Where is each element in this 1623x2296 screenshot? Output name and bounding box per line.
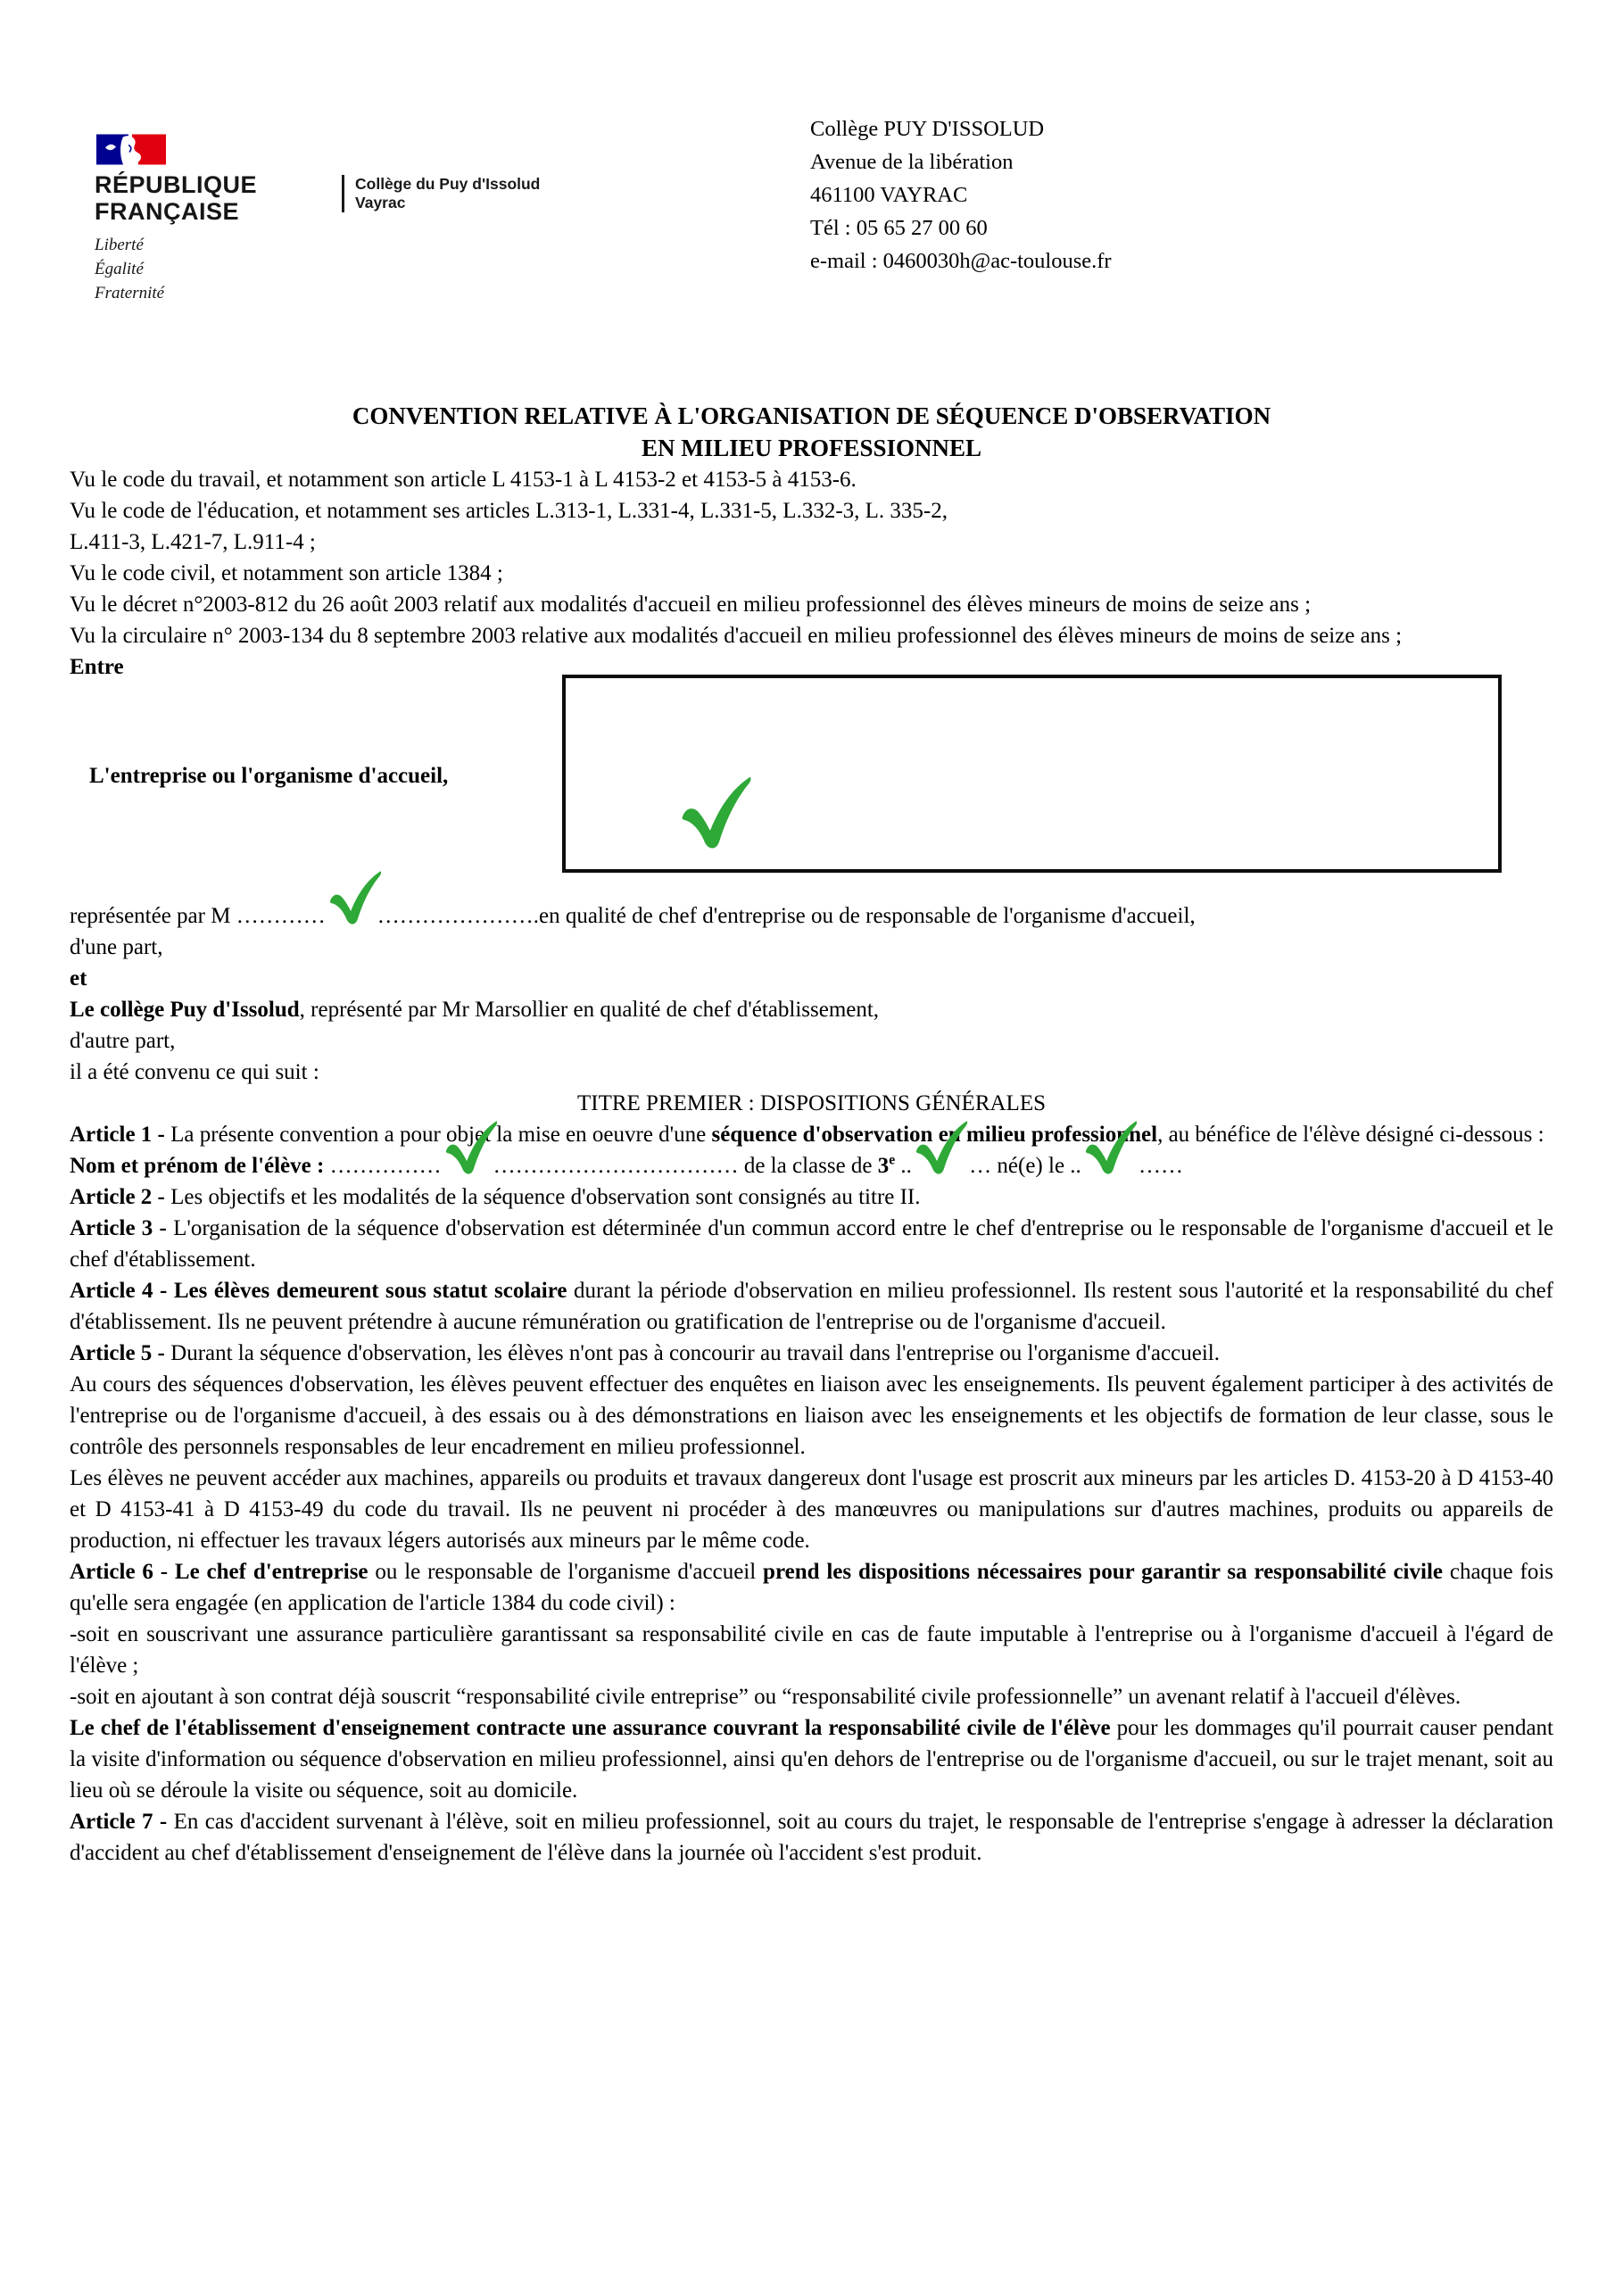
company-info-box (562, 675, 1502, 873)
contact-street: Avenue de la libération (810, 150, 1014, 174)
motto-egalite: Égalité (95, 260, 144, 278)
green-check-icon (442, 1171, 493, 1173)
green-check-icon (676, 773, 753, 855)
contact-phone: Tél : 05 65 27 00 60 (810, 216, 988, 240)
green-check-icon (912, 1171, 964, 1173)
representee-line: représentée par M ………… ………………….en qualité de chef d'entreprise ou de responsable de l'organisme d'accueil, (70, 900, 1553, 932)
school-tag-name: Collège du Puy d'Issolud (355, 175, 541, 193)
titre-premier-heading: TITRE PREMIER : DISPOSITIONS GÉNÉRALES (576, 1091, 1046, 1115)
francaise-line: FRANÇAISE (95, 198, 240, 225)
motto (95, 233, 257, 305)
contact-school-name: Collège PUY D'ISSOLUD (810, 117, 1045, 141)
preamble-line-4: Vu le code civil, et notamment son article 1384 ; (70, 561, 503, 585)
dune-part-line: d'une part, (70, 935, 163, 959)
school-insurance-paragraph: Le chef de l'établissement d'enseignement contracte une assurance couvrant la responsabilité civile de l'élève pour les dommages qu'il pourrait causer pendant la visite d'information ou séquence d'observation en milieu professionnel, ainsi qu'en dehors de l'entreprise ou de l'organisme d'accueil, ou sur le trajet menant, soit au lieu où se déroule la visite ou séquence, soit au domicile. (70, 1716, 1553, 1803)
document-body (70, 400, 1553, 1869)
french-republic-logo (95, 134, 257, 305)
dautre-part-line: d'autre part, (70, 1029, 176, 1053)
machines-restriction-paragraph: Les élèves ne peuvent accéder aux machines, appareils ou produits et travaux dangereux dont l'usage est proscrit aux mineurs par les articles D. 4153-20 à D 4153-40 et D 4153-41 à D 4153-49 du code du travail. Ils ne peuvent ni procéder à des manœuvres ou manipulations sur d'autres machines, produits ou appareils de production, ni effectuer les travaux légers autorisés aux mineurs par le même code. (70, 1466, 1553, 1553)
school-contact-block (810, 112, 1112, 278)
school-logo-tag (342, 175, 540, 212)
article-7-paragraph: Article 7 - En cas d'accident survenant à l'élève, soit en milieu professionnel, soit au cours du trajet, le responsable de l'entreprise s'engage à adresser la déclaration d'accident au chef d'établissement d'enseignement de l'élève dans la journée où l'accident s'est produit. (70, 1810, 1553, 1865)
company-section (70, 683, 1553, 900)
contact-email: e-mail : 0460030h@ac-toulouse.fr (810, 249, 1112, 273)
marianne-flag-icon (96, 134, 166, 165)
school-tag-city: Vayrac (355, 194, 406, 211)
preamble-line-3: L.411-3, L.421-7, L.911-4 ; (70, 530, 316, 554)
preamble-line-1: Vu le code du travail, et notamment son article L 4153-1 à L 4153-2 et 4153-5 à 4153-6. (70, 468, 857, 492)
grade-value: 3e (877, 1152, 896, 1178)
article-6-paragraph: Article 6 - Le chef d'entreprise ou le responsable de l'organisme d'accueil prend les dispositions nécessaires pour garantir sa responsabilité civile chaque fois qu'elle sera engagée (en application de l'article 1384 du code civil) : (70, 1560, 1553, 1615)
convenu-line: il a été convenu ce qui suit : (70, 1060, 319, 1084)
college-line: Le collège Puy d'Issolud, représenté par Mr Marsollier en qualité de chef d'établissement, (70, 998, 880, 1022)
insurance-option-1-paragraph: -soit en souscrivant une assurance particulière garantissant sa responsabilité civile en cas de faute imputable à l'entreprise ou à l'organisme d'accueil à l'égard de l'élève ; (70, 1622, 1553, 1678)
article-5-paragraph: Article 5 - Durant la séquence d'observation, les élèves n'ont pas à concourir au travail dans l'entreprise ou l'organisme d'accueil. (70, 1341, 1220, 1365)
document-title-line2: EN MILIEU PROFESSIONNEL (641, 435, 982, 461)
et-line: et (70, 966, 87, 991)
document-title (70, 400, 1553, 464)
green-check-icon (326, 921, 377, 923)
article-4-paragraph: Article 4 - Les élèves demeurent sous statut scolaire durant la période d'observation en milieu professionnel. Ils restent sous l'autorité et la responsabilité du chef d'établissement. Ils ne peuvent prétendre à aucune rémunération ou gratification de l'entreprise ou de l'organisme d'accueil. (70, 1279, 1553, 1334)
republique-line: RÉPUBLIQUE (95, 171, 258, 198)
contact-city: 461100 VAYRAC (810, 183, 968, 207)
entre-label: Entre (70, 655, 124, 679)
company-box-label: L'entreprise ou l'organisme d'accueil, (89, 764, 449, 788)
insurance-option-2-paragraph: -soit en ajoutant à son contrat déjà souscrit “responsabilité civile entreprise” ou “responsabilité civile professionnelle” un avenant relatif à l'accueil d'élèves. (70, 1685, 1462, 1709)
article-1-paragraph: Article 1 - La présente convention a pour objet la mise en oeuvre d'une séquence d'observation en milieu professionnel, au bénéfice de l'élève désigné ci-dessous : (70, 1123, 1544, 1147)
motto-liberte: Liberté (95, 236, 144, 254)
green-check-icon (1081, 1171, 1133, 1173)
document-title-line1: CONVENTION RELATIVE À L'ORGANISATION DE SÉQUENCE D'OBSERVATION (352, 402, 1271, 429)
preamble-line-6: Vu la circulaire n° 2003-134 du 8 septembre 2003 relative aux modalités d'accueil en milieu professionnel des élèves mineurs de moins de seize ans ; (70, 624, 1403, 648)
republique-francaise-wordmark (95, 171, 257, 225)
motto-fraternite: Fraternité (95, 284, 165, 303)
preamble-line-2: Vu le code de l'éducation, et notamment ses articles L.313-1, L.331-4, L.331-5, L.332-3, L. 335-2, (70, 499, 948, 523)
student-name-line: Nom et prénom de l'élève : …………… …………………………… de la classe de 3e .. … né(e) le .. …… (70, 1150, 1553, 1181)
observation-activities-paragraph: Au cours des séquences d'observation, les élèves peuvent effectuer des enquêtes en liaison avec les enseignements. Ils peuvent également participer à des activités de l'entreprise ou de l'organisme d'accueil, à des essais ou à des démonstrations en liaison avec les enseignements et les objectifs de formation de leur classe, sous le contrôle des personnels responsables de leur encadrement en milieu professionnel. (70, 1372, 1553, 1459)
article-3-paragraph: Article 3 - L'organisation de la séquence d'observation est déterminée d'un commun accord entre le chef d'entreprise ou le responsable de l'organisme d'accueil et le chef d'établissement. (70, 1216, 1553, 1272)
preamble-line-5: Vu le décret n°2003-812 du 26 août 2003 relatif aux modalités d'accueil en milieu professionnel des élèves mineurs de moins de seize ans ; (70, 593, 1312, 617)
article-2-paragraph: Article 2 - Les objectifs et les modalités de la séquence d'observation sont consignés au titre II. (70, 1185, 921, 1209)
